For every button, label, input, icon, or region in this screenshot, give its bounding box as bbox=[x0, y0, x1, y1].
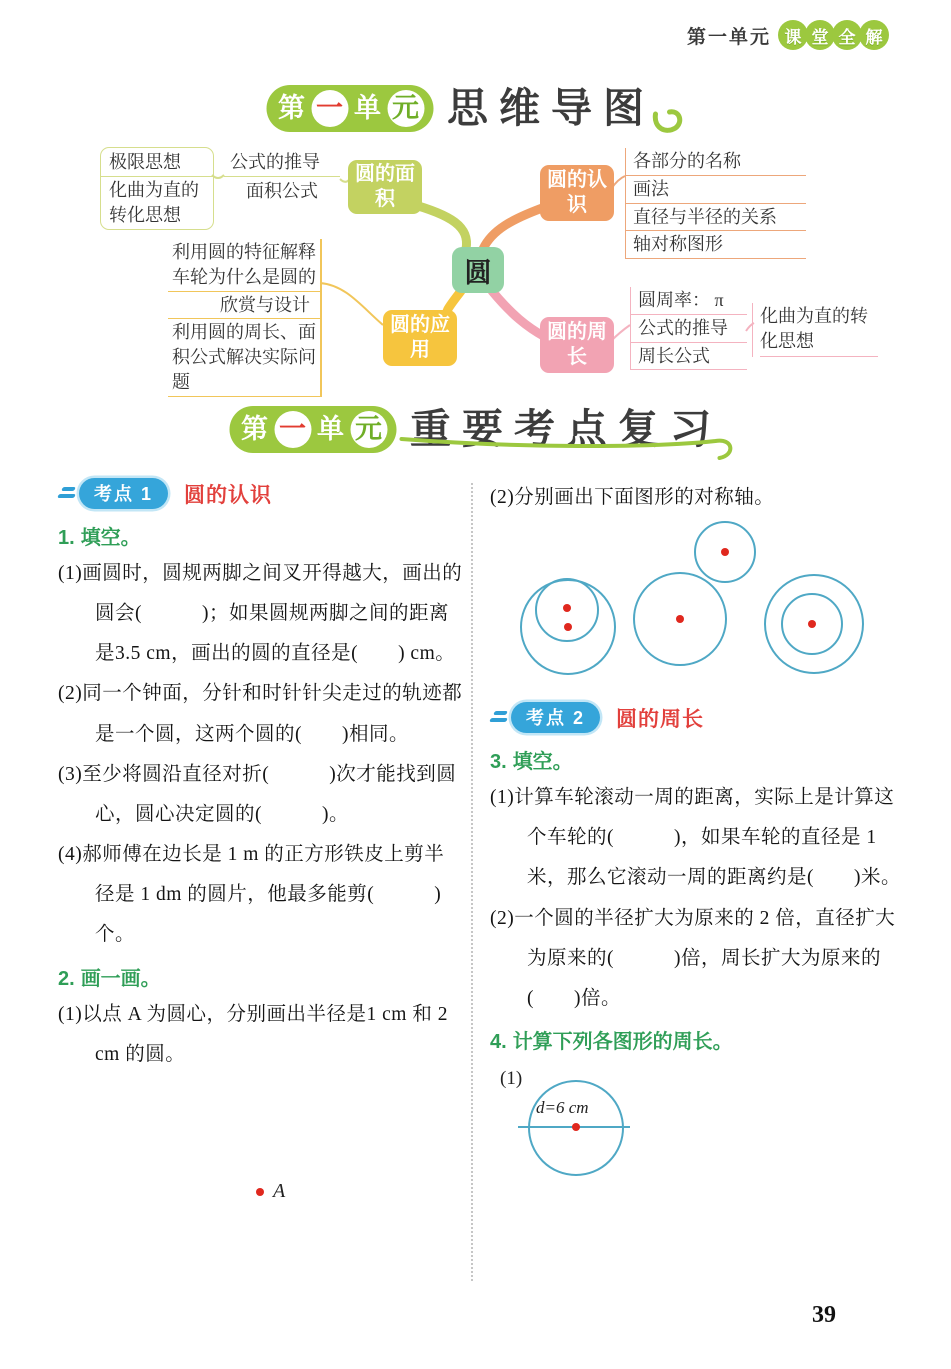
question-item: (2)同一个钟面，分针和时针针尖走过的轨迹都是一个圆，这两个圆的( )相同。 bbox=[58, 683, 463, 745]
figure-index: (1) bbox=[500, 1068, 523, 1090]
question2-header bbox=[58, 962, 464, 991]
question-item: (1)画圆时，圆规两脚之间叉开得越大，画出的圆会( )；如果圆规两脚之间的距离是3.5 cm，画出的圆的直径是( ) cm。 bbox=[58, 563, 463, 665]
column-divider bbox=[471, 483, 473, 1281]
mindmap-leaf: 利用圆的特征解释车轮为什么是圆的 bbox=[168, 239, 320, 292]
mindmap-leaf: 直径与半径的关系 bbox=[626, 204, 806, 232]
title-text: 重要考点复习 bbox=[410, 406, 722, 452]
question-number: 3. bbox=[490, 751, 507, 774]
title-char: 元 bbox=[350, 411, 387, 448]
brand-char: 课 bbox=[778, 20, 808, 50]
question3-header bbox=[490, 745, 910, 774]
brand-char: 全 bbox=[832, 20, 862, 50]
brand-logo bbox=[781, 20, 889, 50]
circumference-figure bbox=[490, 1062, 910, 1202]
title-char: 单 bbox=[354, 92, 381, 123]
question-label: 画一画。 bbox=[80, 967, 161, 990]
title-char: 元 bbox=[387, 90, 424, 127]
page-header bbox=[687, 20, 889, 50]
question-number: 2. bbox=[58, 967, 75, 990]
question-number: 4. bbox=[490, 1031, 507, 1054]
right-column bbox=[490, 478, 910, 1288]
mindmap-leaf: 圆周率： π bbox=[631, 287, 747, 315]
title-char: 一 bbox=[274, 411, 311, 448]
mindmap-leaf: 利用圆的周长、面积公式解决实际问题 bbox=[168, 319, 320, 396]
mindmap-leaf bbox=[101, 177, 213, 229]
question-item: (1)计算车轮滚动一周的距离，实际上是计算这个车轮的( )，如果车轮的直径是 1 米，那么它滚动一周的距离约是( )米。 bbox=[490, 787, 901, 889]
symmetry-figures bbox=[490, 520, 910, 702]
question-item: (2)一个圆的半径扩大为原来的 2 倍，直径扩大为原来的( )倍，周长扩大为原来的( )倍。 bbox=[490, 907, 896, 1009]
mindmap-node-area: 圆的面积 bbox=[348, 160, 422, 214]
title-char: 一 bbox=[311, 90, 348, 127]
mindmap-leaf: 各部分的名称 bbox=[626, 148, 806, 176]
point-a-label: A bbox=[273, 1180, 286, 1202]
mindmap-section-title bbox=[266, 78, 685, 138]
kaodian1-title: 圆的认识 bbox=[184, 483, 273, 507]
header-unit-label: 第一单元 bbox=[686, 26, 771, 48]
point-a-marker bbox=[256, 1180, 285, 1203]
left-column bbox=[58, 478, 464, 1288]
mindmap-leaf-line: 转化思想 bbox=[109, 204, 181, 225]
mindmap-node-application: 圆的应用 bbox=[383, 310, 457, 366]
mindmap-leaf: 画法 bbox=[626, 176, 806, 204]
title-unit-bubbles bbox=[266, 85, 433, 132]
question-item: (2)分别画出下面图形的对称轴。 bbox=[490, 487, 775, 508]
mindmap-node-recognition: 圆的认识 bbox=[540, 165, 614, 221]
brand-char: 堂 bbox=[805, 20, 835, 50]
title-char: 第 bbox=[241, 414, 268, 444]
mindmap-center-node: 圆 bbox=[452, 247, 504, 293]
question-item: (1)以点 A 为圆心，分别画出半径是1 cm 和 2 cm 的圆。 bbox=[58, 1003, 448, 1065]
kaodian-deco-icon bbox=[490, 710, 508, 725]
title-unit-bubbles bbox=[229, 406, 396, 453]
mindmap-leaf: 欣赏与设计 bbox=[168, 292, 320, 320]
mindmap bbox=[0, 135, 951, 395]
title-underline-icon bbox=[399, 431, 739, 463]
question-label: 填空。 bbox=[80, 527, 141, 549]
center-dot bbox=[256, 1188, 264, 1196]
brand-char: 解 bbox=[859, 20, 889, 50]
title-char: 第 bbox=[278, 92, 305, 123]
question-item: (3)至少将圆沿直径对折( )次才能找到圆心，圆心决定圆的( )。 bbox=[58, 763, 457, 825]
mindmap-leaf-line: 化曲为直的 bbox=[109, 179, 199, 200]
mindmap-node-circumference: 圆的周长 bbox=[540, 317, 614, 373]
mindmap-application-leaves bbox=[168, 239, 322, 397]
kaodian1-badge: 考点 1 bbox=[79, 478, 168, 509]
question1-header bbox=[58, 521, 464, 550]
mindmap-recognition-leaves bbox=[625, 148, 806, 259]
mindmap-leaf: 周长公式 bbox=[631, 343, 747, 371]
diameter-label: d=6 cm bbox=[536, 1098, 589, 1118]
mindmap-circumference-transform bbox=[752, 303, 872, 357]
question-item: (4)郝师傅在边长是 1 m 的正方形铁皮上剪半径是 1 dm 的圆片，他最多能剪( )个。 bbox=[58, 844, 445, 946]
kaodian2-title: 圆的周长 bbox=[616, 707, 705, 731]
question-label: 计算下列各图形的周长。 bbox=[512, 1031, 733, 1054]
question-label: 填空。 bbox=[512, 751, 573, 774]
mindmap-leaf: 轴对称图形 bbox=[626, 231, 806, 259]
title-text: 思维导图 bbox=[447, 84, 655, 131]
question-number: 1. bbox=[58, 527, 75, 549]
review-section-title bbox=[229, 406, 722, 453]
mindmap-leaf: 面积公式 bbox=[246, 180, 318, 201]
title-swirl-icon bbox=[651, 96, 685, 138]
mindmap-leaf: 公式的推导 bbox=[224, 149, 340, 177]
mindmap-leaf: 化曲为直的转化思想 bbox=[760, 304, 878, 357]
mindmap-leaf: 极限思想 bbox=[101, 149, 213, 177]
mindmap-area-thoughts bbox=[100, 147, 214, 230]
kaodian-deco-icon bbox=[58, 486, 76, 501]
kaodian1-row bbox=[58, 478, 464, 509]
kaodian2-row bbox=[490, 702, 910, 733]
mindmap-leaf: 公式的推导 bbox=[631, 315, 747, 343]
mindmap-circumference-leaves bbox=[630, 287, 747, 370]
kaodian2-badge: 考点 2 bbox=[511, 702, 600, 733]
question4-header bbox=[490, 1025, 910, 1054]
page-number: 39 bbox=[812, 1302, 836, 1328]
title-char: 单 bbox=[317, 414, 344, 444]
mindmap-area-formula bbox=[224, 149, 340, 206]
